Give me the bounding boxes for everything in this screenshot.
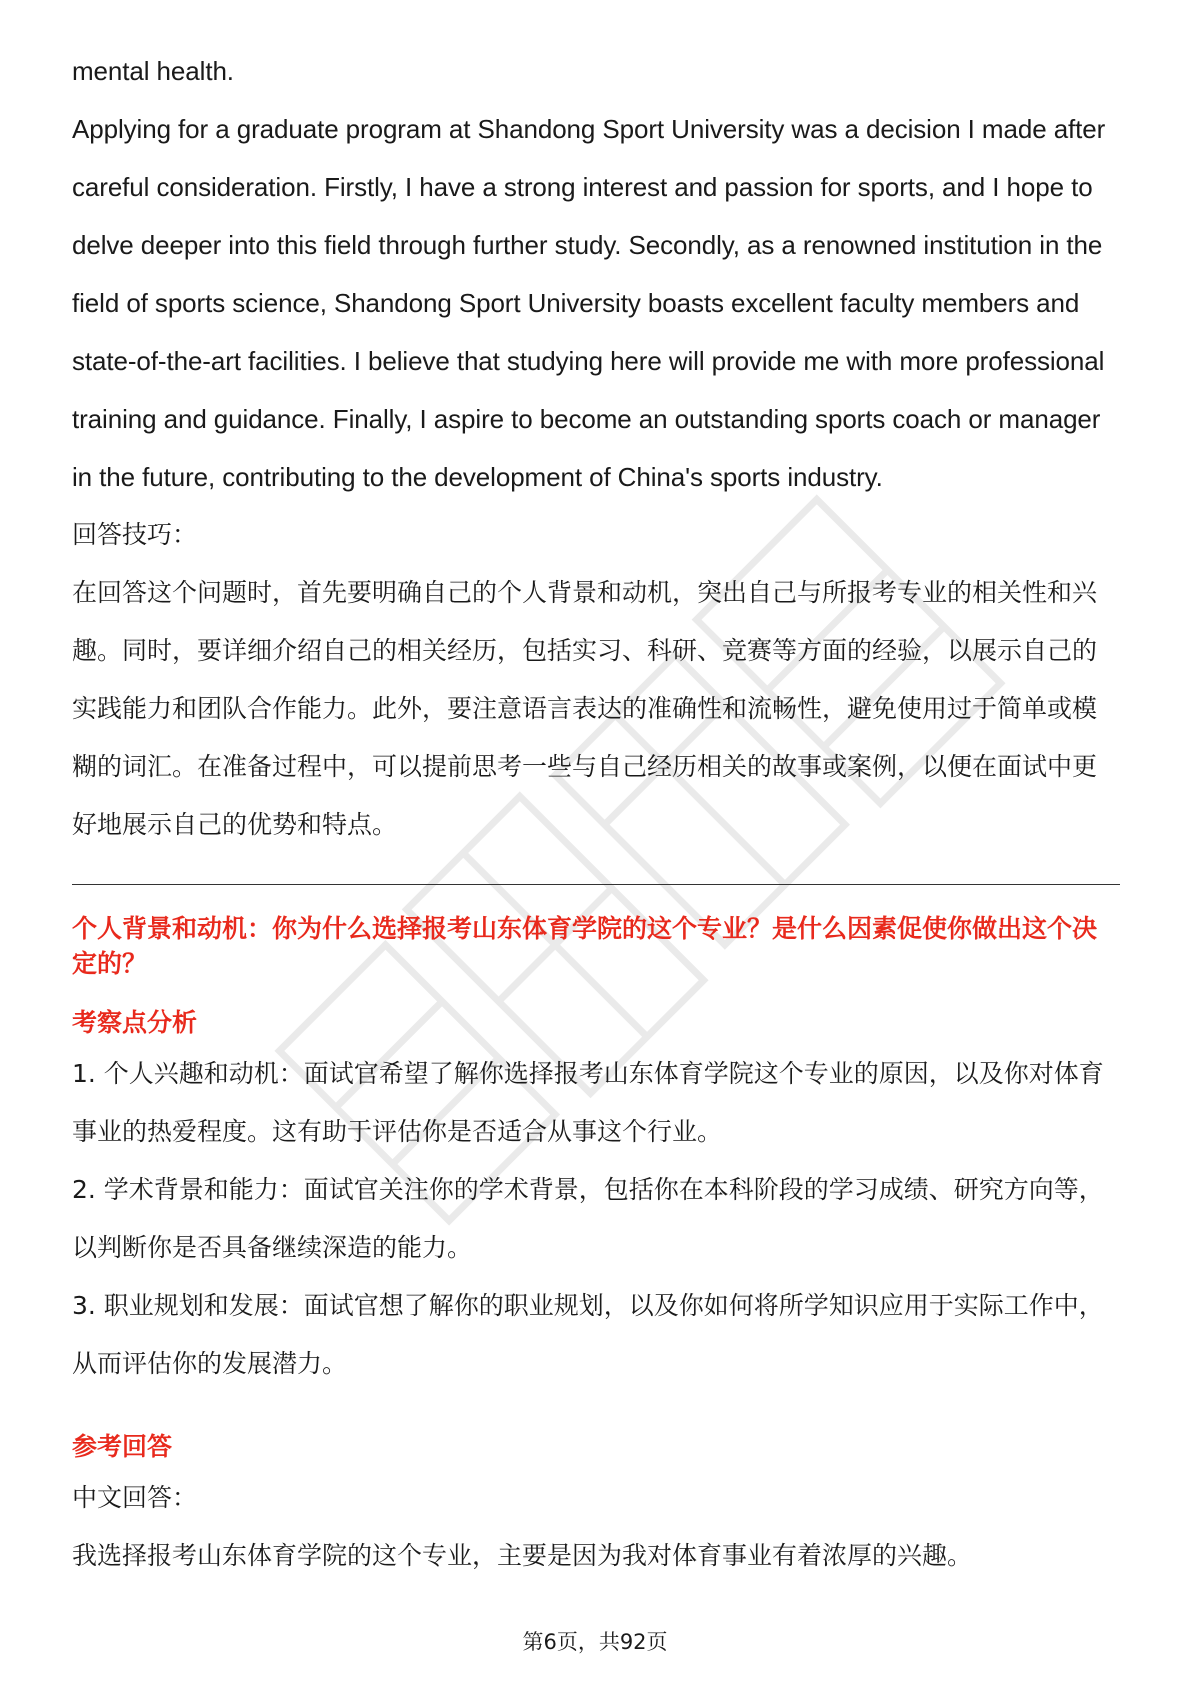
chinese-answer-paragraph: 我选择报考山东体育学院的这个专业，主要是因为我对体育事业有着浓厚的兴趣。 (72, 1541, 973, 1570)
chinese-answer-label: 中文回答： (72, 1483, 198, 1512)
section-divider (72, 884, 1120, 885)
analysis-item: 3. 职业规划和发展：面试官想了解你的职业规划，以及你如何将所学知识应用于实际工作中，从而评估你的发展潜力。 (72, 1291, 1104, 1378)
english-paragraph-tail: mental health. (72, 56, 234, 86)
analysis-item: 1. 个人兴趣和动机：面试官希望了解你选择报考山东体育学院这个专业的原因，以及你对体育事业的热爱程度。这有助于评估你是否适合从事这个行业。 (72, 1059, 1104, 1146)
document-body (72, 42, 1120, 1585)
reference-heading: 参考回答 (72, 1432, 173, 1461)
analysis-heading: 考察点分析 (72, 1008, 198, 1037)
question-heading: 个人背景和动机：你为什么选择报考山东体育学院的这个专业？是什么因素促使你做出这个决定的？ (72, 914, 1098, 978)
analysis-item: 2. 学术背景和能力：面试官关注你的学术背景，包括你在本科阶段的学习成绩、研究方向等，以判断你是否具备继续深造的能力。 (72, 1175, 1104, 1262)
tips-paragraph: 在回答这个问题时，首先要明确自己的个人背景和动机，突出自己与所报考专业的相关性和兴趣。同时，要详细介绍自己的相关经历，包括实习、科研、竞赛等方面的经验，以展示自己的实践能力和团队合作能力。此外，要注意语言表达的准确性和流畅性，避免使用过于简单或模糊的词汇。在准备过程中，可以提前思考一些与自己经历相关的故事或案例，以便在面试中更好地展示自己的优势和特点。 (72, 578, 1098, 839)
english-answer-paragraph: Applying for a graduate program at Shandong Sport University was a decision I made after careful consideration. Firstly, I have a strong interest and passion for sports, and I hope to delve deeper into this field through further study. Secondly, as a renowned institution in the field of sports science, Shandong Sport University boasts excellent faculty members and state-of-the-art facilities. I believe that studying here will provide me with more professional training and guidance. Finally, I aspire to become an outstanding sports coach or manager in the future, contributing to the development of China's sports industry. (72, 114, 1106, 492)
page-number: 第6页，共92页 (522, 1630, 668, 1654)
tips-label: 回答技巧： (72, 520, 198, 549)
